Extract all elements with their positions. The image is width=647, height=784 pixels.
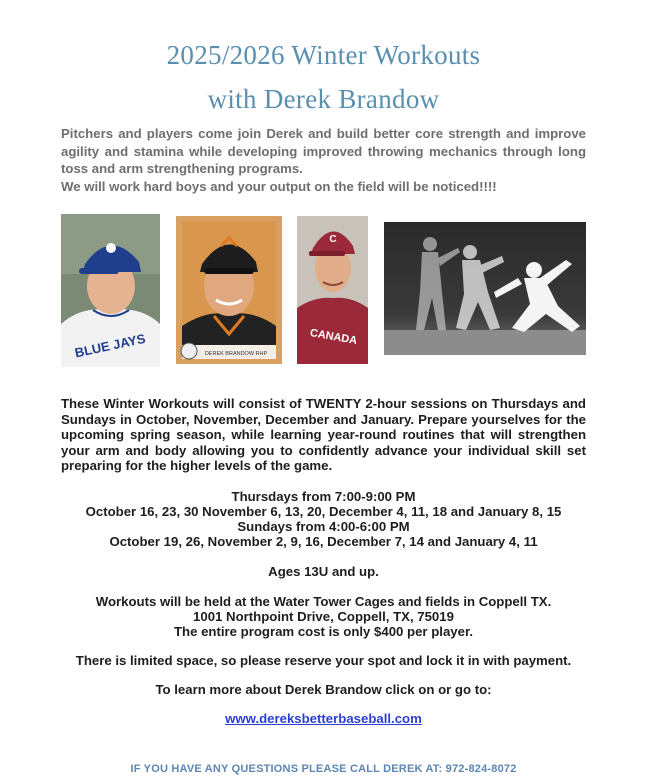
jersey-text: CANADA: [309, 326, 359, 348]
limited-space-text: There is limited space, so please reserve your spot and lock it in with payment.: [75, 653, 572, 668]
intro-text: [61, 125, 586, 195]
sunday-dates: October 19, 26, November 2, 9, 16, December 7, 14 and January 4, 11: [109, 534, 538, 549]
learn-more-text: To learn more about Derek Brandow click on or go to:: [155, 682, 492, 697]
baseball-card-photo: [176, 216, 282, 364]
card-caption: DEREK BRANDOW RHP: [204, 351, 268, 357]
address-text: 1001 Northpoint Drive, Coppell, TX, 75019: [193, 609, 454, 624]
website-link[interactable]: www.dereksbetterbaseball.com: [225, 711, 422, 726]
location-text: Workouts will be held at the Water Tower Cages and fields in Coppell TX.: [95, 594, 552, 609]
blue-jays-photo: [61, 214, 160, 367]
pitching-sequence-photo: [384, 222, 586, 355]
page-title: 2025/2026 Winter Workouts: [166, 40, 481, 70]
thursday-time: Thursdays from 7:00-9:00 PM: [231, 489, 416, 504]
jersey-text: BLUE JAYS: [73, 330, 147, 361]
ages-text: Ages 13U and up.: [268, 564, 379, 579]
sunday-time: Sundays from 4:00-6:00 PM: [237, 519, 410, 534]
details-paragraph: These Winter Workouts will consist of TWENTY 2-hour sessions on Thursdays and Sundays in October, November, December and January. Prepare yourselves for the upcoming spring season, while learning year-round routines that will strengthen your arm and body allowing you to confidently advance your individual skill set preparing for the higher levels of the game.: [61, 396, 586, 473]
website-line: [0, 711, 647, 726]
footer-contact: IF YOU HAVE ANY QUESTIONS PLEASE CALL DEREK AT: 972-824-8072: [130, 763, 517, 775]
page-subtitle: with Derek Brandow: [207, 84, 440, 114]
intro-paragraph: Pitchers and players come join Derek and build better core strength and improve agility and stamina while developing improved throwing mechanics through long toss and arm strengthening programs.: [61, 126, 586, 176]
cost-text: The entire program cost is only $400 per player.: [173, 624, 474, 639]
thursday-dates: October 16, 23, 30 November 6, 13, 20, December 4, 11, 18 and January 8, 15: [85, 504, 562, 519]
cap-letter: C: [329, 234, 337, 245]
intro-tagline: We will work hard boys and your output on the field will be noticed!!!!: [61, 178, 497, 194]
canada-photo: [297, 216, 368, 364]
